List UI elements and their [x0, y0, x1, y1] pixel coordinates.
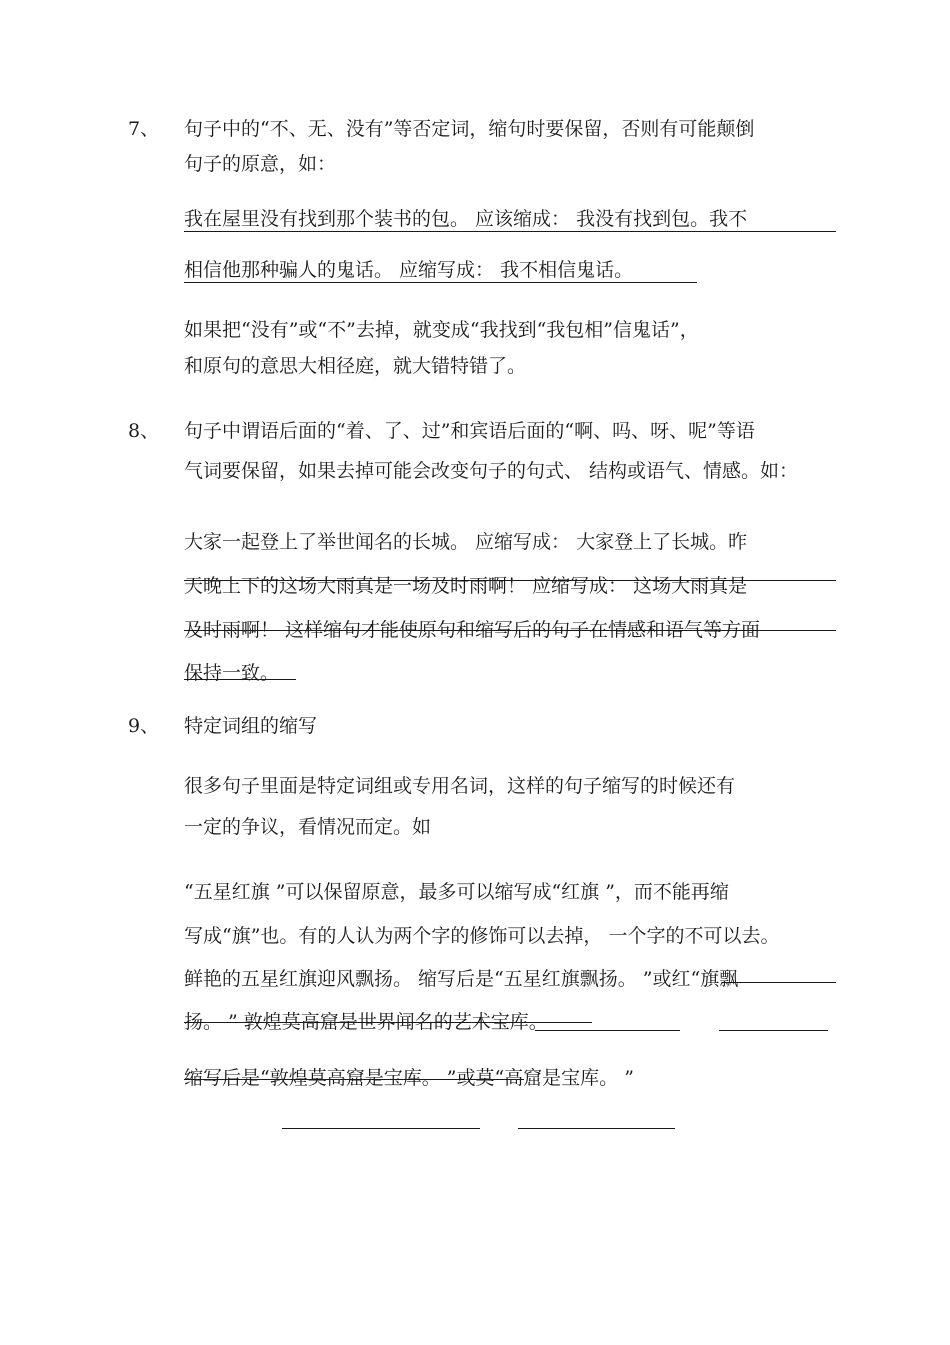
strike-rule	[184, 1079, 524, 1080]
item-7-example-line-1: 我在屋里没有找到那个装书的包。 应该缩成： 我没有找到包。我不	[184, 208, 748, 230]
answer-underline	[184, 282, 697, 283]
item-9-example-line-5: 缩写后是“敦煌莫高窟是宝库。 ”或莫“高窟是宝库。 ”	[184, 1067, 634, 1089]
item-7-note-line-2: 和原句的意思大相径庭，就大错特错了。	[184, 355, 527, 377]
strike-rule	[184, 679, 296, 680]
item-8-number: 8、	[128, 420, 160, 442]
strike-rule	[184, 1022, 592, 1023]
strike-rule	[184, 580, 836, 581]
item-8-example-line-4: 保持一致。	[184, 662, 280, 684]
item-8-example-line-1: 大家一起登上了举世闻名的长城。 应缩写成： 大家登上了长城。昨	[184, 531, 748, 553]
item-9-example-line-1: “五星红旗 ”可以保留原意，最多可以缩写成“红旗 ”，而不能再缩	[184, 881, 729, 903]
answer-underline	[719, 1030, 828, 1031]
answer-underline	[282, 1128, 480, 1129]
item-8-example-line-3: 及时雨啊！ 这样缩句才能使原句和缩写后的句子在情感和语气等方面	[184, 619, 761, 641]
item-9-example-line-2: 写成“旗”也。有的人认为两个字的修饰可以去掉， 一个字的不可以去。	[184, 925, 780, 947]
item-7-title-line-2: 句子的原意，如：	[184, 153, 337, 175]
item-8-title-line-2: 气词要保留，如果去掉可能会改变句子的句式、 结构或语气、情感。如：	[184, 460, 799, 482]
item-9-example-line-4: 扬。 ” 敦煌莫高窟是世界闻名的艺术宝库。	[184, 1011, 548, 1033]
strike-rule	[722, 982, 836, 983]
item-7-example-line-2: 相信他那种骗人的鬼话。 应缩写成： 我不相信鬼话。	[184, 259, 634, 281]
item-7-note-line-1: 如果把“没有”或“不”去掉，就变成“我找到“我包相”信鬼话”，	[184, 319, 699, 341]
item-7-number: 7、	[128, 118, 160, 140]
item-9-body-line-2: 一定的争议，看情况而定。如	[184, 816, 432, 838]
item-9-title: 特定词组的缩写	[184, 715, 318, 737]
item-9-body-line-1: 很多句子里面是特定词组或专用名词，这样的句子缩写的时候还有	[184, 775, 736, 797]
item-8-title-line-1: 句子中谓语后面的“着、了、过”和宾语后面的“啊、吗、呀、呢”等语	[184, 420, 755, 442]
answer-underline	[535, 1030, 680, 1031]
item-8-example-line-2: 天晚上下的这场大雨真是一场及时雨啊！ 应缩写成： 这场大雨真是	[184, 575, 748, 597]
item-9-number: 9、	[128, 715, 160, 737]
item-7-title-line-1: 句子中的“不、无、没有”等否定词，缩句时要保留，否则有可能颠倒	[184, 118, 755, 140]
answer-underline	[184, 231, 836, 232]
answer-underline	[518, 1128, 675, 1129]
item-9-example-line-3: 鲜艳的五星红旗迎风飘扬。 缩写后是“五星红旗飘扬。 ”或红“旗飘	[184, 968, 739, 990]
strike-rule	[184, 630, 836, 631]
